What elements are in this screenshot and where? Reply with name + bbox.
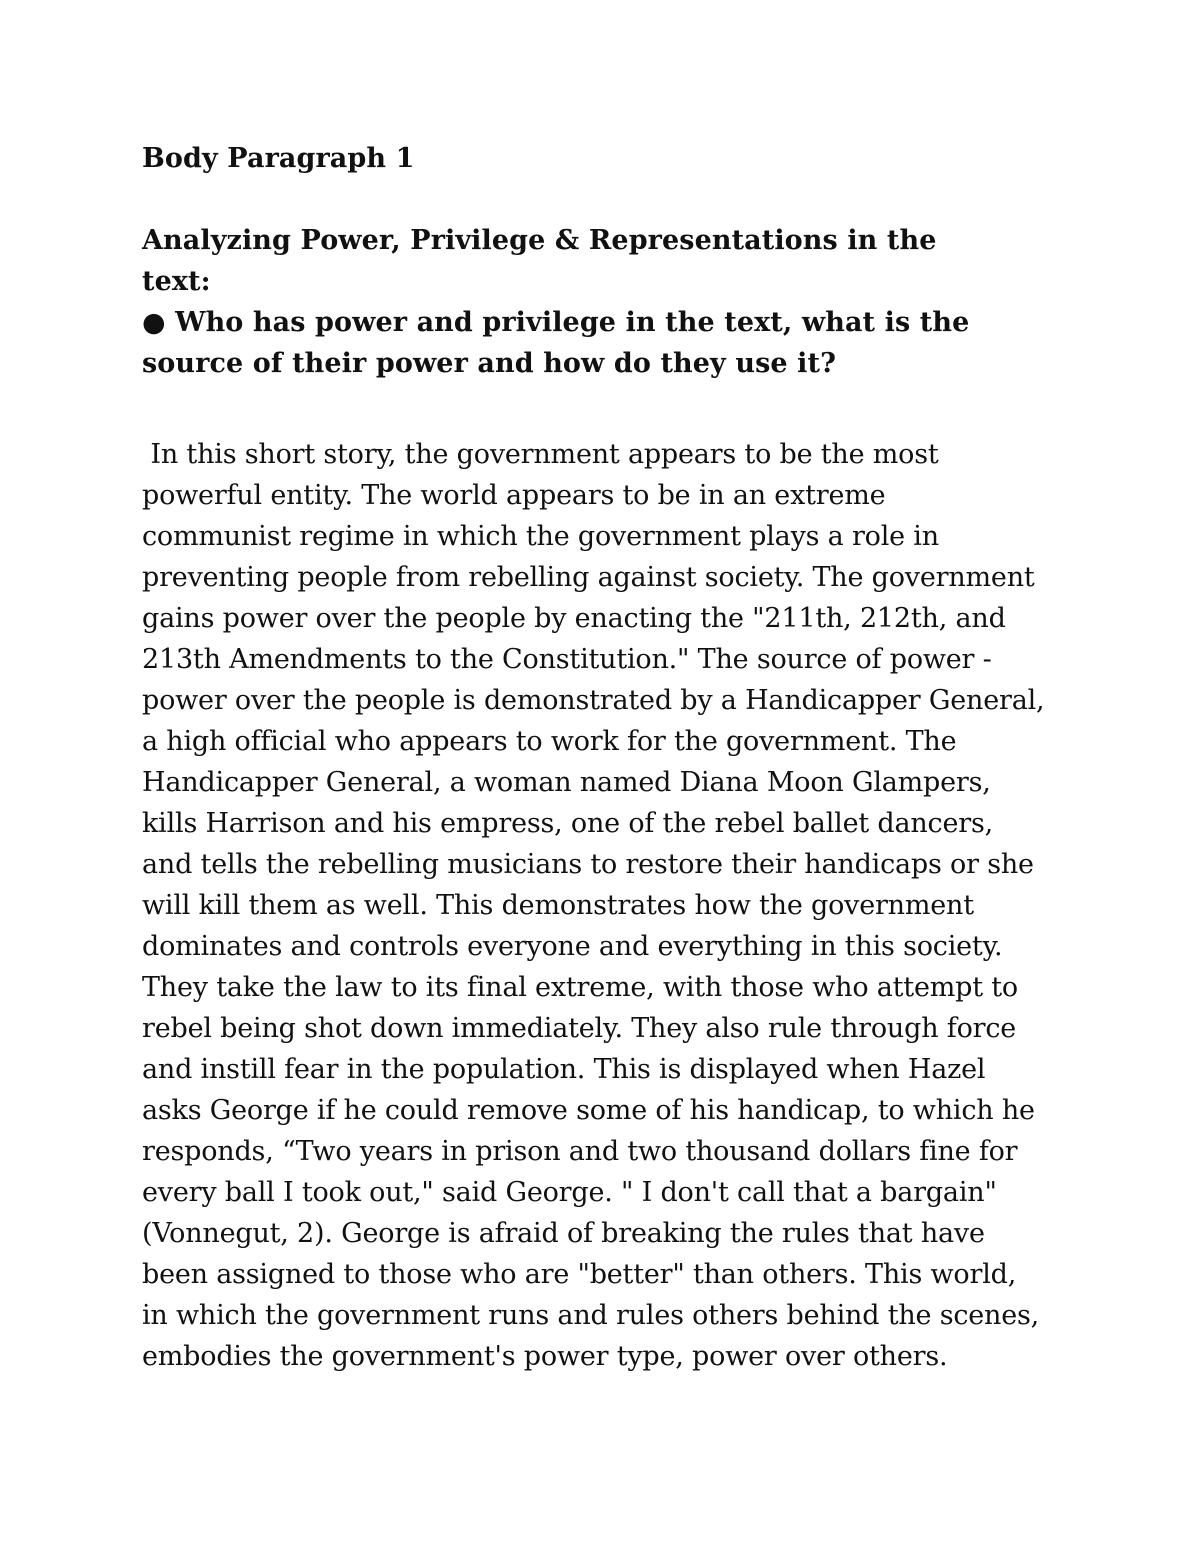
body-line: will kill them as well. This demonstrates how the government [142,890,974,921]
body-line: In this short story, the government appears to be the most [142,439,939,470]
prompt-question [142,302,1072,384]
body-line: dominates and controls everyone and everything in this society. [142,931,1003,962]
body-line: been assigned to those who are "better" than others. This world, [142,1259,1017,1290]
body-line: rebel being shot down immediately. They also rule through force [142,1013,1017,1044]
body-line: power over the people is demonstrated by a Handicapper General, [142,685,1045,716]
section-title [142,220,1072,302]
document-content [142,138,1072,1377]
body-line: a high official who appears to work for the government. The [142,726,957,757]
body-line: responds, “Two years in prison and two thousand dollars fine for [142,1136,1018,1167]
body-paragraph [142,434,1072,1377]
body-line: and instill fear in the population. This is displayed when Hazel [142,1054,986,1085]
body-line: They take the law to its final extreme, with those who attempt to [142,972,1018,1003]
body-line: 213th Amendments to the Constitution." The source of power - [142,644,992,675]
prompt-line: source of their power and how do they use it? [142,348,837,379]
document-heading: Body Paragraph 1 [142,143,415,174]
body-line: in which the government runs and rules others behind the scenes, [142,1300,1040,1331]
body-line: kills Harrison and his empress, one of the rebel ballet dancers, [142,808,994,839]
body-line: powerful entity. The world appears to be in an extreme [142,480,886,511]
body-line: communist regime in which the government plays a role in [142,521,939,552]
section-title-line: Analyzing Power, Privilege & Representations in the [142,225,937,256]
prompt-line: ● Who has power and privilege in the text, what is the [142,307,970,338]
body-line: and tells the rebelling musicians to restore their handicaps or she [142,849,1034,880]
body-line: (Vonnegut, 2). George is afraid of breaking the rules that have [142,1218,985,1249]
body-line: every ball I took out," said George. " I don't call that a bargain" [142,1177,997,1208]
body-line: embodies the government's power type, power over others. [142,1341,948,1372]
body-line: preventing people from rebelling against society. The government [142,562,1035,593]
body-line: Handicapper General, a woman named Diana Moon Glampers, [142,767,991,798]
body-line: asks George if he could remove some of his handicap, to which he [142,1095,1035,1126]
body-line: gains power over the people by enacting the "211th, 212th, and [142,603,1006,634]
section-title-line: text: [142,266,211,297]
